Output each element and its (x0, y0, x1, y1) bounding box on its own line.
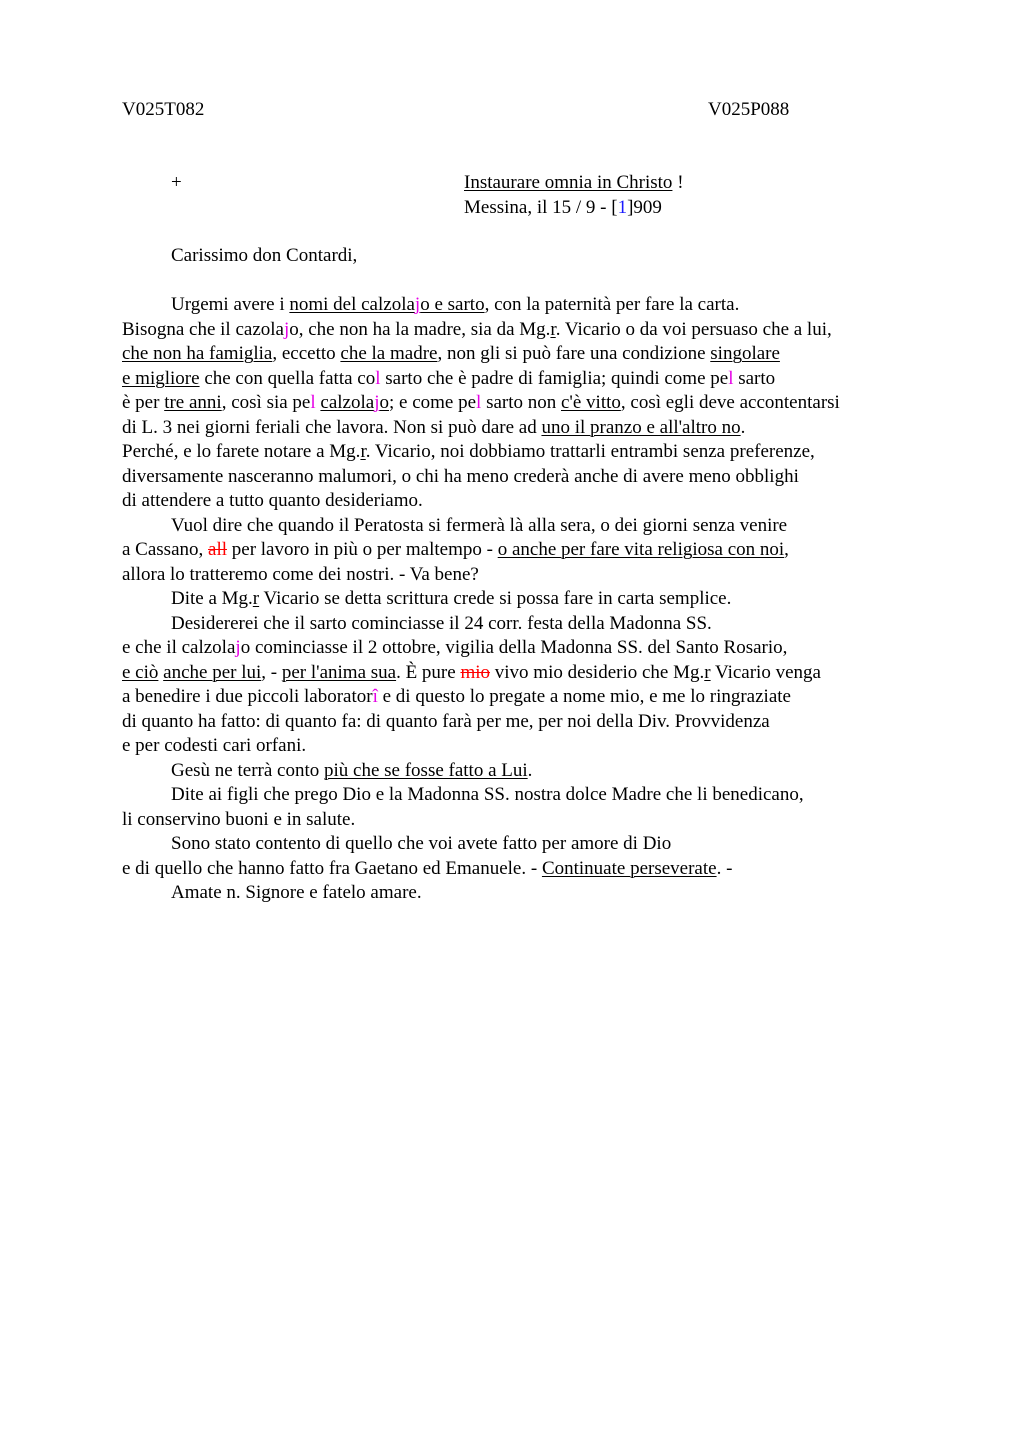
text-segment: li conservino buoni e in salute. (122, 808, 356, 830)
salutation: Carissimo don Contardi, (171, 245, 358, 266)
text-segment: , con la paternità per fare la carta. (484, 294, 740, 315)
text-segment: Amate n. Signore e fatelo amare. (171, 882, 422, 903)
underlined-text: c'è vitto (561, 392, 621, 413)
text-segment: o cominciasse il 2 ottobre, vigilia della Madonna SS. del Santo Rosario, (240, 637, 788, 658)
underlined-text: o anche per fare vita religiosa con noi (497, 539, 785, 560)
body-line (122, 587, 922, 612)
underlined-text: per l'anima sua (281, 661, 397, 683)
letter-body (122, 293, 922, 906)
text-segment: e che il calzola (122, 637, 236, 658)
text-segment: a Cassano, (122, 539, 209, 560)
document-code-right: V025P088 (708, 99, 790, 120)
underlined-text: e ciò (122, 661, 159, 683)
place-date (464, 197, 662, 219)
underlined-text: calzola (320, 392, 375, 413)
body-line (122, 759, 922, 784)
underlined-text: o (379, 392, 389, 413)
document-code-left: V025T082 (122, 99, 205, 120)
text-segment: . (527, 759, 533, 781)
text-segment: Bisogna che il cazola (122, 318, 284, 340)
text-segment: o, che non ha la madre, sia da Mg. (289, 318, 551, 340)
text-segment: , (784, 539, 789, 560)
body-line (122, 563, 922, 588)
text-segment: Dite ai figli che prego Dio e la Madonna SS. nostra dolce Madre che li benedicano, (171, 784, 804, 805)
text-segment: . Vicario o da voi persuaso che a lui, (555, 318, 832, 340)
body-line (122, 465, 922, 490)
underlined-text: j (414, 294, 421, 315)
underlined-text: r (550, 318, 556, 340)
text-segment: e di questo lo pregate a nome mio, e me lo ringraziate (377, 686, 791, 707)
underlined-text: tre anni (164, 392, 222, 413)
text-segment: sarto (733, 367, 776, 389)
text-segment: ; e come pe (388, 392, 477, 413)
text-segment: Vuol dire che quando il Peratosta si fermerà là alla sera, o dei giorni senza venire (171, 514, 788, 536)
editorial-correction: l (476, 392, 482, 413)
text-segment: allora lo tratteremo come dei nostri. - Va bene? (122, 563, 479, 585)
text-segment: che con quella fatta co (199, 367, 376, 389)
underlined-text: che la madre (340, 343, 438, 364)
text-segment: Vicario venga (710, 661, 821, 683)
text-segment: per lavoro in più o per maltempo - (227, 539, 498, 560)
text-segment: diversamente nasceranno malumori, o chi ha meno crederà anche di avere meno obblighi (122, 465, 799, 487)
place-date-editorial-digit: 1 (617, 197, 628, 218)
text-segment: sarto che è padre di famiglia; quindi come pe (380, 367, 729, 389)
underlined-text: che non ha famiglia (122, 343, 273, 364)
text-segment: vivo mio desiderio che Mg. (490, 661, 705, 683)
body-line (122, 685, 922, 710)
cross-mark: + (171, 172, 182, 193)
body-line (122, 391, 922, 416)
text-segment: Sono stato contento di quello che voi avete fatto per amore di Dio (171, 833, 672, 854)
body-line (122, 636, 922, 661)
text-segment: Desidererei che il sarto cominciasse il 24 corr. festa della Madonna SS. (171, 612, 712, 634)
body-line (122, 734, 922, 759)
body-line (122, 808, 922, 833)
editorial-correction: î (372, 686, 378, 707)
deleted-text: mio (460, 661, 491, 683)
editorial-correction: l (728, 367, 734, 389)
text-segment: Gesù ne terrà conto (171, 759, 324, 781)
text-segment: di attendere a tutto quanto desideriamo. (122, 490, 423, 511)
text-segment: , eccetto (272, 343, 341, 364)
underlined-text: j (374, 392, 380, 413)
underlined-text: o e sarto (420, 294, 485, 315)
text-segment: e per codesti cari orfani. (122, 735, 307, 756)
underlined-text: anche per lui (163, 661, 262, 683)
text-segment: è per (122, 392, 165, 413)
body-line (122, 489, 922, 514)
text-segment: . (740, 416, 746, 438)
text-segment: e di quello che hanno fatto fra Gaetano ed Emanuele. - (122, 857, 542, 879)
body-line (122, 857, 922, 882)
text-segment: . È pure (396, 661, 461, 683)
text-segment: . - (716, 857, 733, 879)
underlined-text: r (252, 588, 260, 609)
text-segment: Perché, e lo farete notare a Mg. (122, 441, 361, 462)
deleted-text: all (208, 539, 228, 560)
text-segment: a benedire i due piccoli laborator (122, 686, 373, 707)
text-segment: di L. 3 nei giorni feriali che lavora. Non si può dare ad (122, 416, 542, 438)
editorial-correction: j (235, 637, 241, 658)
body-line (122, 416, 922, 441)
underlined-text: r (704, 661, 711, 683)
text-segment: di quanto ha fatto: di quanto fa: di quanto farà per me, per noi della Div. Provvidenza (122, 710, 770, 732)
body-line (122, 367, 922, 392)
motto (464, 172, 684, 194)
body-line (122, 612, 922, 637)
body-line (122, 661, 922, 686)
underlined-text: r (360, 441, 366, 462)
underlined-text: singolare (710, 343, 780, 364)
body-line (122, 710, 922, 735)
text-segment: , così sia pe (221, 392, 311, 413)
body-line (122, 293, 922, 318)
underlined-text: più che se fosse fatto a Lui (324, 759, 528, 781)
motto-text: Instaurare omnia in Christo (464, 172, 673, 193)
body-line (122, 342, 922, 367)
place-date-text: Messina, il 15 / 9 - [ (464, 197, 618, 218)
underlined-text: e migliore (122, 367, 200, 389)
text-segment: . Vicario, noi dobbiamo trattarli entrambi senza preferenze, (365, 441, 815, 462)
body-line (122, 514, 922, 539)
body-line (122, 783, 922, 808)
editorial-correction: j (283, 318, 290, 340)
text-segment: , non gli si può fare una condizione (437, 343, 711, 364)
underlined-text: Continuate perseverate (541, 857, 717, 879)
motto-punctuation: ! (672, 172, 684, 193)
body-line (122, 832, 922, 857)
text-segment: , così egli deve accontentarsi (620, 392, 840, 413)
underlined-text: nomi del calzola (289, 294, 415, 315)
text-segment: , - (261, 661, 282, 683)
underlined-text: uno il pranzo e all'altro no (541, 416, 741, 438)
text-segment: Urgemi avere i (171, 294, 290, 315)
body-line (122, 538, 922, 563)
text-segment: Vicario se detta scrittura crede si possa fare in carta semplice. (259, 588, 732, 609)
body-line (122, 440, 922, 465)
editorial-correction: l (375, 367, 381, 389)
body-line (122, 881, 922, 906)
text-segment: Dite a Mg. (171, 588, 253, 609)
place-date-year: ]909 (627, 197, 662, 218)
body-line (122, 318, 922, 343)
text-segment: sarto non (481, 392, 561, 413)
editorial-correction: l (310, 392, 316, 413)
